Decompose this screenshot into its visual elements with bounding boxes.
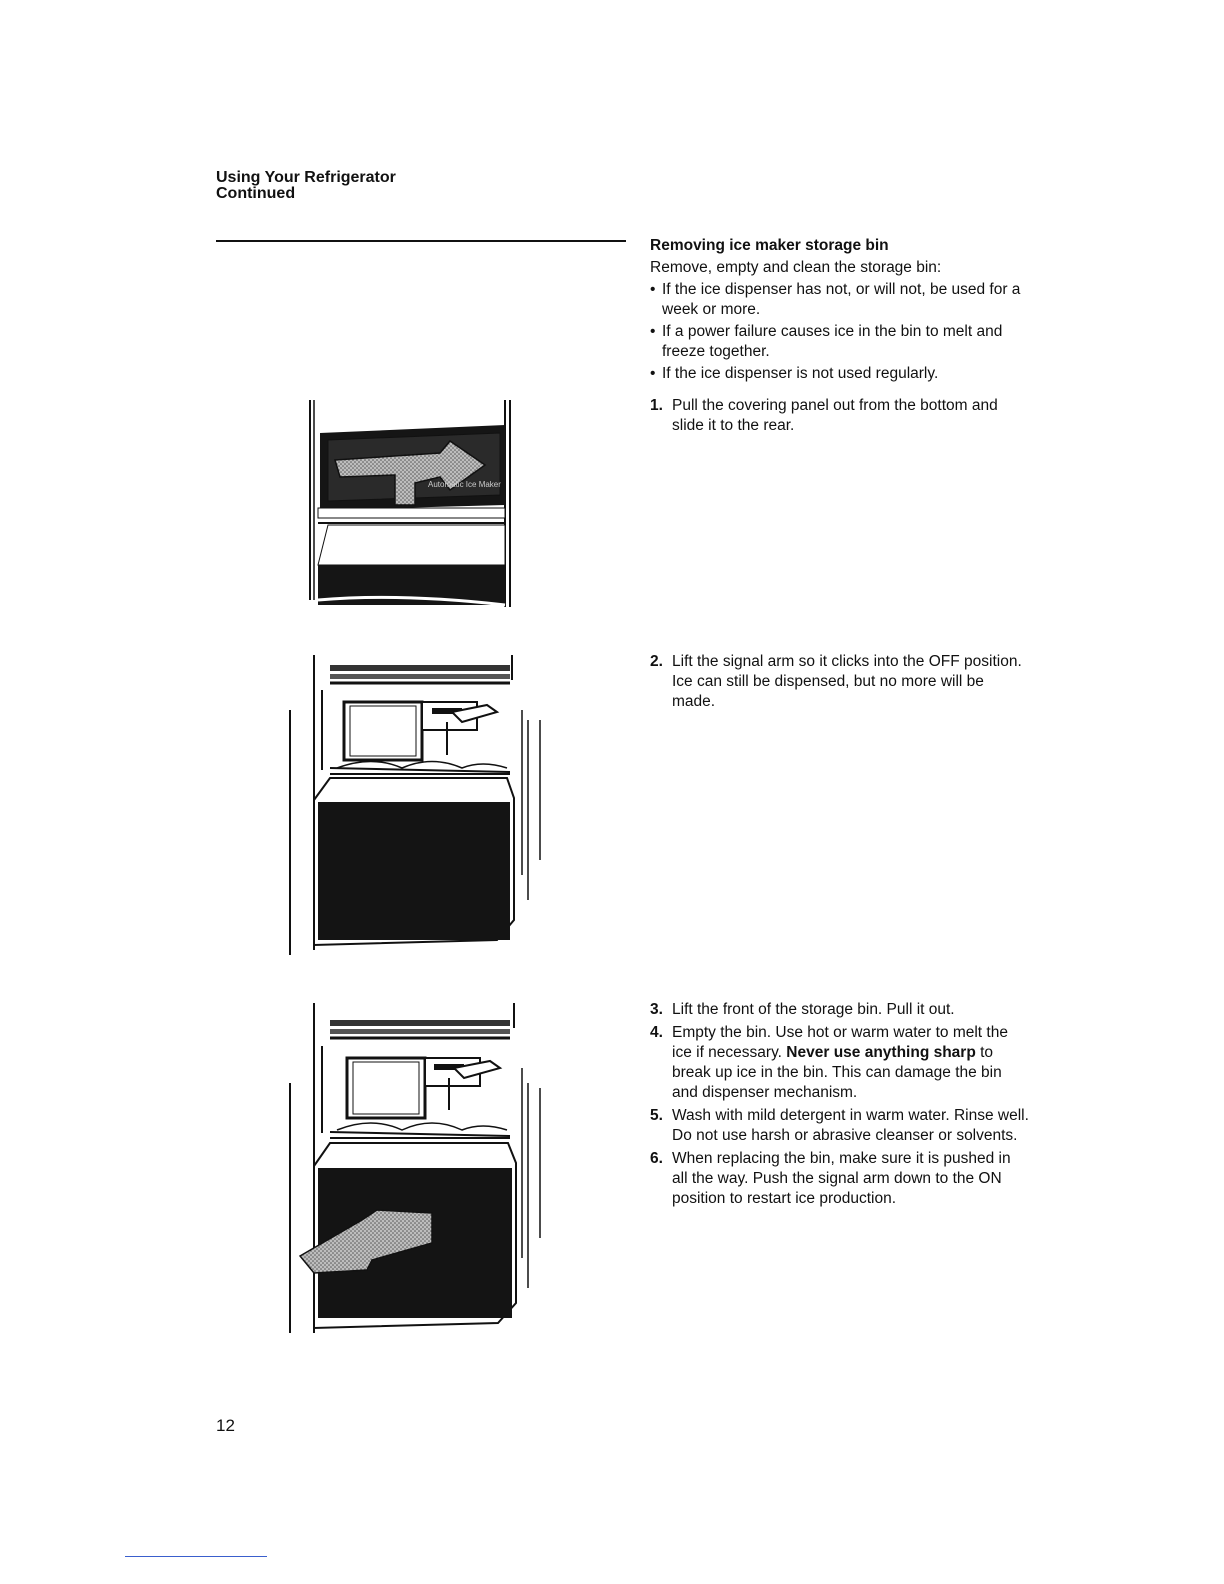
steps-group-2	[650, 652, 1030, 715]
step-text: Wash with mild detergent in warm water. Rinse well. Do not use harsh or abrasive cleanser or solvents.	[672, 1107, 1029, 1144]
header-title: Using Your Refrigerator	[216, 169, 396, 186]
figure-covering-panel	[300, 395, 520, 610]
section-intro: Remove, empty and clean the storage bin:	[650, 259, 942, 276]
steps-group-3	[650, 1000, 1030, 1212]
step-3	[650, 1000, 1030, 1020]
list-item: • If the ice dispenser has not, or will not, be used for a week or more.	[650, 280, 1030, 320]
running-header	[216, 170, 396, 202]
step-4	[650, 1023, 1030, 1103]
step-number: 4.	[650, 1024, 663, 1041]
figure-remove-bin	[282, 998, 547, 1338]
bullet-list	[650, 280, 1030, 386]
step-text: Pull the covering panel out from the bottom and slide it to the rear.	[672, 397, 998, 434]
step-text: Lift the front of the storage bin. Pull it out.	[672, 1001, 955, 1018]
list-item: • If a power failure causes ice in the bin to melt and freeze together.	[650, 322, 1030, 362]
steps-group-1	[650, 396, 1030, 439]
step-text: When replacing the bin, make sure it is pushed in all the way. Push the signal arm down to the ON position to restart ice production.	[672, 1150, 1011, 1207]
step-number: 3.	[650, 1001, 663, 1018]
list-item: • If the ice dispenser is not used regularly.	[650, 364, 1030, 384]
ice-maker-label: Automatic Ice Maker	[428, 480, 501, 489]
step-6	[650, 1149, 1030, 1209]
figure-signal-arm	[282, 650, 547, 960]
warning-text: Never use anything sharp	[786, 1044, 976, 1061]
page-number: 12	[216, 1416, 235, 1435]
step-text-continued: to break up ice in the bin. This can damage the bin and dispenser mechanism.	[672, 1044, 1002, 1101]
step-number: 1.	[650, 397, 663, 414]
step-number: 6.	[650, 1150, 663, 1167]
header-rule	[216, 240, 626, 242]
step-2	[650, 652, 1030, 712]
step-number: 2.	[650, 653, 663, 670]
step-5	[650, 1106, 1030, 1146]
step-text: Empty the bin. Use hot or warm water to melt the ice if necessary.	[672, 1024, 1008, 1061]
step-number: 5.	[650, 1107, 663, 1124]
header-subtitle: Continued	[216, 185, 296, 202]
section-title: Removing ice maker storage bin	[650, 237, 889, 254]
bottom-rule	[125, 1556, 267, 1557]
step-1	[650, 396, 1030, 436]
step-text: Lift the signal arm so it clicks into the OFF position. Ice can still be dispensed, but no more will be made.	[672, 653, 1022, 710]
